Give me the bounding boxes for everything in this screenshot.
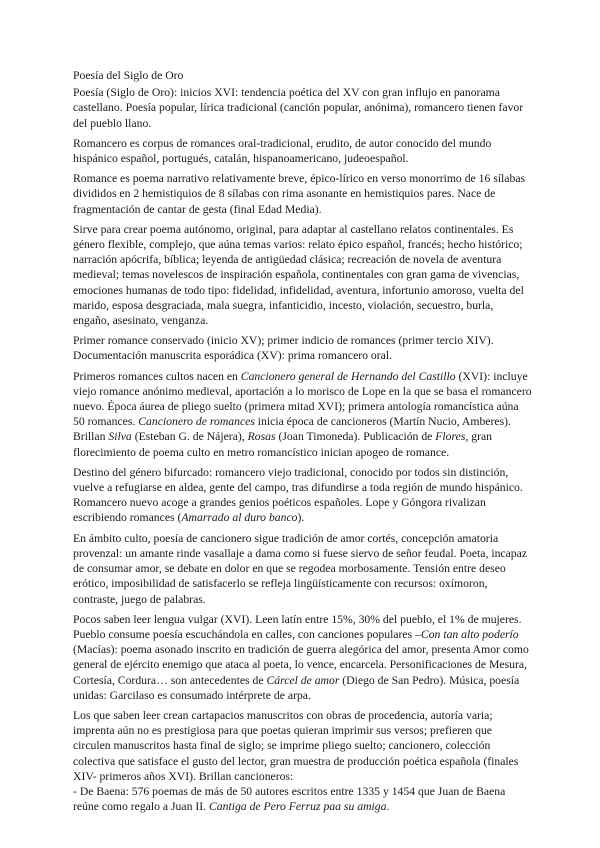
book-title: Silva (108, 430, 132, 444)
text-run: (Joan Timoneda). Publicación de (275, 430, 436, 444)
book-title: Con tan alto poderío (420, 627, 519, 641)
book-title: Flores (435, 430, 466, 444)
text-run: , gran florecimiento de poema culto en metro romancístico inician apogeo de romance. (73, 430, 492, 459)
text-run: Destino del género bifurcado: romancero viejo tradicional, conocido por todos sin distinción, vuelve a refugiarse en aldea, gente del campo, tras difundirse a toda región de mundo hispánico. Romancero nuevo acoge a grandes genios poéticos españoles. Lope y Góngora rivalizan escribiendo romances ( (73, 465, 523, 525)
list-item-baena (73, 784, 532, 814)
text-run: inicia época de cancioneros (Martín Nucio, Amberes). Brillan (73, 415, 511, 444)
text-run: (Macías): poema asonado inscrito en tradición de guerra alegórica del amor, presenta Amor como general de ejército enemigo que ataca al poeta, lo vence, encarcela. Personificaciones de Mesura, Cortesía, Cordura… son antecedentes de (73, 643, 529, 687)
book-title: Cárcel de amor (266, 673, 340, 687)
text-run: (Diego de San Pedro). Música, poesía unidas: Garcilaso es consumado intérprete de arpa. (73, 673, 520, 702)
text-run: . (386, 800, 390, 814)
paragraph-intro: Poesía (Siglo de Oro): inicios XVI: tendencia poética del XV con gran influjo en panorama castellano. Poesía popular, lírica tradicional (canción popular, anónima), romancero tienen favor del pueblo llano. (73, 86, 524, 130)
book-title: Cancionero de romances (138, 415, 255, 429)
book-title: Cantiga de Pero Ferruz paa su amiga (208, 800, 387, 814)
paragraph-cultured-romances (73, 369, 532, 460)
text-run: ). (297, 511, 305, 525)
paragraph-manuscripts: Los que saben leer crean cartapacios manuscritos con obras de procedencia, autoría varia; imprenta aún no es prestigiosa para que poetas quieran imprimir sus versos; prefieren que circulen manuscritos hasta final de siglo; se imprime pliego suelto; cancionero, colección colectiva que satisface el gusto del lector, gran muestra de producción poética española (finales XIV- primeros años XVI). Brillan cancioneros: (73, 708, 519, 783)
text-run: - De Baena: 576 poemas de más de 50 autores escritos entre 1335 y 1454 que Juan de Baena reúne como regalo a Juan II. (73, 784, 506, 814)
paragraph-first-romance: Primer romance conservado (inicio XV); primer indicio de romances (primer tercio XIV). Documentación manuscrita esporádica (XV): prima romancero oral. (73, 334, 494, 363)
page-title: Poesía del Siglo de Oro (73, 69, 184, 82)
paragraph-romance: Romance es poema narrativo relativamente breve, épico-lírico en verso monorrimo de 16 sílabas divididos en 2 hemistiquios de 8 sílabas con rima asonante en hemistiquios pares. Nace de fragmentación de cantar de gesta (final Edad Media). (73, 172, 526, 216)
paragraph-readership (73, 612, 532, 703)
text-run: (XVI): incluye viejo romance anónimo medieval, aportación a lo morisco de Lope en la que se basa el romancero nuevo. Época áurea de pliego suelto (primera mitad XVI); primera antología romancística aúna 50 romances. (73, 369, 532, 429)
text-run: Pocos saben leer lengua vulgar (XVI). Leen latín entre 15%, 30% del pueblo, el 1% de mujeres. Pueblo consume poesía escuchándola en calles, con canciones populares – (73, 612, 522, 641)
paragraph-romancero: Romancero es corpus de romances oral-tradicional, erudito, de autor conocido del mundo hispánico español, portugués, catalán, hispanoamericano, judeoespañol. (73, 136, 492, 166)
paragraph-courtly-love: En ámbito culto, poesía de cancionero sigue tradición de amor cortés, concepción amatoria provenzal: un amante rinde vasallaje a dama como si fuese siervo de señor feudal. Poeta, incapaz de consumar amor, se debate en dolor en que se regodea morbosamente. Tensión entre deseo erótico, imposibilidad de satisfacerlo se refleja lingüísticamente con recursos: oxímoron, contraste, juego de palabras. (73, 531, 528, 606)
book-title: Rosas (247, 430, 276, 444)
text-run: (Esteban G. de Nájera), (131, 430, 248, 444)
book-title: Amarrado al duro banco (181, 511, 298, 525)
book-title: Cancionero general de Hernando del Castillo (240, 369, 456, 383)
text-run: Primeros romances cultos nacen en (73, 369, 241, 383)
paragraph-themes: Sirve para crear poema autónomo, original, para adaptar al castellano relatos continentales. Es género flexible, complejo, que aúna temas varios: relato épico español, francés; hecho histórico; narración apócrifa, bíblica; leyenda de antigüedad clásica; recreación de novela de aventura medieval; temas novelescos de inspiración española, continentales con gran gama de vivencias, emociones humanas de todo tipo: fidelidad, infidelidad, aventura, infortunio amoroso, vuelta del marido, esposa desgraciada, mala suegra, infanticidio, incesto, violación, secuestro, burla, engaño, asesinato, venganza. (73, 222, 524, 328)
paragraph-genre-destiny (73, 465, 532, 526)
